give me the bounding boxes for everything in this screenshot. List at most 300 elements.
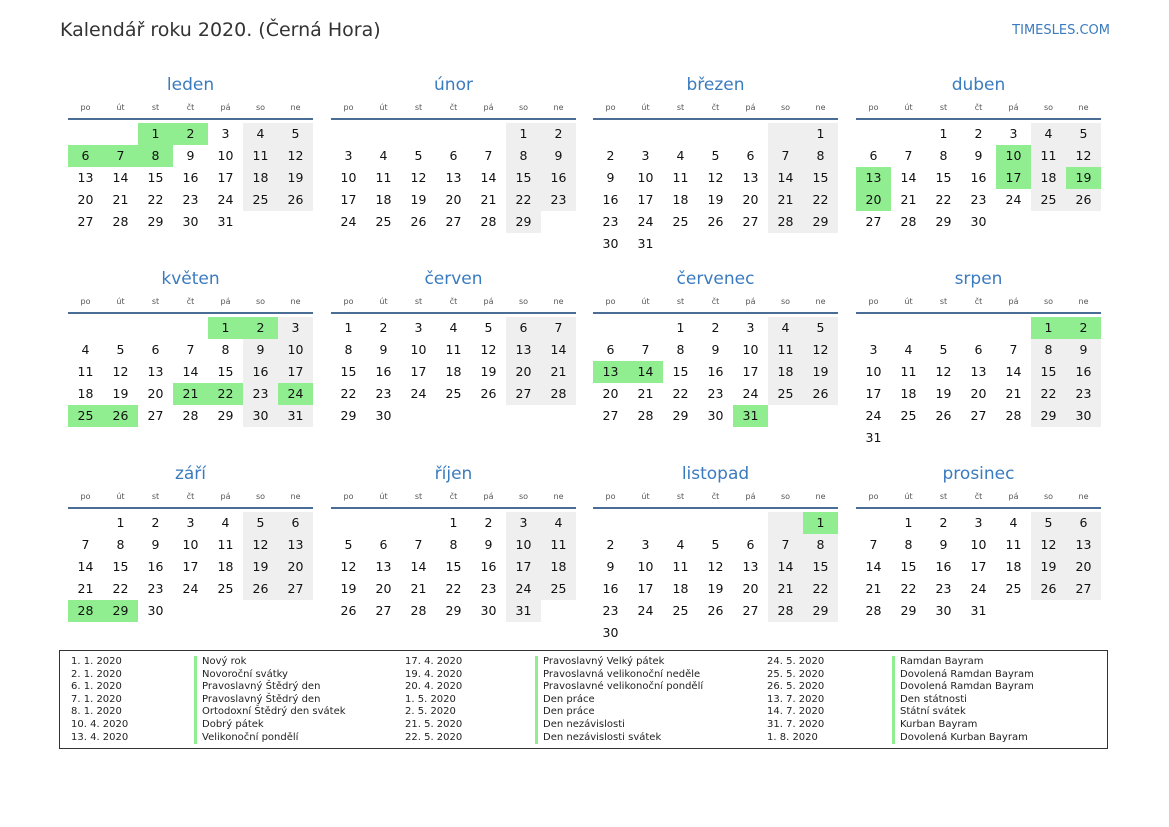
day-grid [593, 509, 838, 644]
day-grid [68, 120, 313, 233]
day-cell: 23 [707, 386, 724, 401]
day-cell: 19 [480, 364, 497, 379]
day-cell: 8 [904, 537, 913, 552]
weekday-label: pá [483, 297, 494, 306]
day-cell: 19 [243, 556, 278, 578]
day-cell: 6 [746, 537, 755, 552]
weekday-label: út [116, 492, 125, 501]
day-cell: 7 [768, 145, 803, 167]
day-cell: 16 [935, 559, 952, 574]
empty-cell [628, 317, 663, 339]
day-cell: 13 [375, 559, 392, 574]
month-8 [856, 266, 1101, 449]
day-cell: 29 [445, 603, 462, 618]
day-cell: 9 [606, 170, 615, 185]
day-cell: 11 [672, 170, 689, 185]
weekday-label: ne [553, 103, 564, 112]
day-cell: 21 [541, 361, 576, 383]
day-cell: 21 [768, 578, 803, 600]
day-cell: 9 [243, 339, 278, 361]
day-cell: 25 [541, 578, 576, 600]
holiday-name: Den nezávislosti svátek [535, 732, 661, 745]
day-cell: 28 [768, 600, 803, 622]
day-cell: 14 [480, 170, 497, 185]
holiday-date: 13. 7. 2020 [767, 693, 825, 705]
day-cell: 10 [340, 170, 357, 185]
day-cell: 15 [445, 559, 462, 574]
day-grid [593, 120, 838, 255]
holiday-date: 6. 1. 2020 [71, 681, 122, 693]
day-cell: 4 [221, 515, 230, 530]
day-cell: 21 [480, 192, 497, 207]
day-cell: 9 [151, 537, 160, 552]
page-title: Kalendář roku 2020. (Černá Hora) [60, 19, 381, 41]
day-cell: 18 [900, 386, 917, 401]
day-cell: 30 [935, 603, 952, 618]
day-grid [331, 509, 576, 622]
day-cell: 15 [803, 167, 838, 189]
day-cell: 26 [1066, 189, 1101, 211]
empty-cell [768, 123, 803, 145]
holiday-date: 1. 5. 2020 [405, 693, 456, 705]
day-cell: 16 [970, 170, 987, 185]
weekday-label: út [904, 103, 913, 112]
weekday-label: čt [974, 297, 983, 306]
day-cell: 25 [217, 581, 234, 596]
day-cell: 9 [939, 537, 948, 552]
day-cell: 4 [449, 320, 458, 335]
weekday-label: čt [186, 103, 195, 112]
day-cell: 24 [182, 581, 199, 596]
day-cell: 10 [410, 342, 427, 357]
empty-cell [436, 123, 471, 145]
day-cell: 1 [506, 123, 541, 145]
weekday-header [856, 487, 1101, 509]
day-cell: 9 [541, 145, 576, 167]
day-grid [856, 509, 1101, 622]
weekday-label: po [343, 103, 354, 112]
day-cell: 5 [484, 320, 493, 335]
day-cell: 30 [147, 603, 164, 618]
weekday-label: út [379, 297, 388, 306]
day-cell: 10 [742, 342, 759, 357]
day-cell: 29 [217, 408, 234, 423]
weekday-header [331, 292, 576, 314]
day-cell: 24 [970, 581, 987, 596]
day-cell: 14 [77, 559, 94, 574]
day-cell: 27 [506, 383, 541, 405]
holiday-name: Pravoslavný Velký pátek [535, 656, 664, 669]
day-cell: 25 [1005, 581, 1022, 596]
holiday-date: 31. 7. 2020 [767, 719, 825, 730]
day-cell: 28 [480, 214, 497, 229]
day-cell: 30 [375, 408, 392, 423]
day-cell: 29 [803, 211, 838, 233]
day-cell: 15 [217, 364, 234, 379]
day-cell: 13 [147, 364, 164, 379]
day-cell: 8 [803, 145, 838, 167]
day-cell: 19 [803, 361, 838, 383]
day-cell: 11 [217, 537, 234, 552]
day-cell: 10 [278, 339, 313, 361]
day-cell: 10 [637, 559, 654, 574]
day-cell: 20 [77, 192, 94, 207]
day-cell: 11 [375, 170, 392, 185]
holiday-day: 6 [68, 145, 103, 167]
day-cell: 29 [340, 408, 357, 423]
day-cell: 16 [480, 559, 497, 574]
day-cell: 6 [278, 512, 313, 534]
holiday-name: Pravoslavný Štědrý den [194, 681, 320, 694]
weekday-label: út [379, 103, 388, 112]
month-11 [593, 461, 838, 644]
weekday-label: po [343, 297, 354, 306]
empty-cell [628, 123, 663, 145]
day-cell: 8 [344, 342, 353, 357]
weekday-label: pá [220, 492, 231, 501]
day-cell: 14 [1005, 364, 1022, 379]
day-cell: 27 [742, 214, 759, 229]
day-cell: 17 [182, 559, 199, 574]
day-cell: 20 [147, 386, 164, 401]
weekday-header [68, 487, 313, 509]
weekday-label: ne [290, 103, 301, 112]
day-cell: 4 [1031, 123, 1066, 145]
day-cell: 5 [278, 123, 313, 145]
weekday-header [331, 487, 576, 509]
month-5 [68, 266, 313, 427]
day-cell: 20 [970, 386, 987, 401]
holiday-date: 20. 4. 2020 [405, 681, 463, 693]
day-cell: 12 [935, 364, 952, 379]
empty-cell [961, 317, 996, 339]
weekday-label: so [1043, 492, 1054, 501]
weekday-label: čt [711, 297, 720, 306]
day-cell: 18 [375, 192, 392, 207]
day-cell: 25 [445, 386, 462, 401]
day-cell: 23 [935, 581, 952, 596]
holiday-name: Kurban Bayram [892, 719, 977, 732]
weekday-label: ne [553, 492, 564, 501]
day-cell: 19 [707, 192, 724, 207]
day-cell: 11 [672, 559, 689, 574]
day-cell: 4 [904, 342, 913, 357]
day-cell: 12 [480, 342, 497, 357]
holiday-date: 26. 5. 2020 [767, 681, 825, 693]
day-grid [331, 314, 576, 427]
weekday-label: pá [220, 297, 231, 306]
month-9 [68, 461, 313, 622]
weekday-label: st [939, 492, 948, 501]
day-cell: 14 [768, 167, 803, 189]
day-cell: 15 [112, 559, 129, 574]
weekday-label: so [518, 492, 529, 501]
empty-cell [768, 512, 803, 534]
day-cell: 30 [970, 214, 987, 229]
holiday-day: 24 [278, 383, 313, 405]
weekday-header [856, 98, 1101, 120]
weekday-label: pá [1008, 492, 1019, 501]
day-cell: 22 [935, 192, 952, 207]
day-cell: 30 [602, 236, 619, 251]
day-cell: 3 [278, 317, 313, 339]
weekday-label: po [80, 103, 91, 112]
weekday-label: ne [815, 103, 826, 112]
day-cell: 2 [151, 515, 160, 530]
empty-cell [891, 123, 926, 145]
weekday-label: so [255, 297, 266, 306]
day-cell: 9 [484, 537, 493, 552]
day-cell: 8 [221, 342, 230, 357]
day-cell: 2 [541, 123, 576, 145]
day-cell: 8 [449, 537, 458, 552]
holiday-name: Dovolená Ramdan Bayram [892, 669, 1034, 682]
day-cell: 25 [672, 603, 689, 618]
day-cell: 9 [711, 342, 720, 357]
holiday-day: 14 [628, 361, 663, 383]
empty-cell [663, 123, 698, 145]
day-cell: 12 [278, 145, 313, 167]
day-cell: 25 [1031, 189, 1066, 211]
day-cell: 29 [1031, 405, 1066, 427]
month-name: březen [686, 75, 745, 95]
weekday-label: út [904, 492, 913, 501]
day-cell: 12 [340, 559, 357, 574]
empty-cell [68, 123, 103, 145]
weekday-label: út [641, 492, 650, 501]
day-cell: 3 [974, 515, 983, 530]
day-cell: 21 [900, 192, 917, 207]
day-cell: 18 [1005, 559, 1022, 574]
day-cell: 14 [768, 556, 803, 578]
day-cell: 30 [602, 625, 619, 640]
holiday-day: 1 [1031, 317, 1066, 339]
weekday-header [593, 487, 838, 509]
weekday-label: út [379, 492, 388, 501]
weekday-label: pá [483, 492, 494, 501]
day-cell: 28 [637, 408, 654, 423]
weekday-label: po [605, 492, 616, 501]
day-cell: 10 [217, 148, 234, 163]
holiday-day: 1 [138, 123, 173, 145]
month-name: leden [166, 75, 215, 95]
weekday-label: út [641, 103, 650, 112]
weekday-label: pá [745, 103, 756, 112]
day-cell: 23 [970, 192, 987, 207]
empty-cell [891, 317, 926, 339]
weekday-label: st [414, 103, 423, 112]
day-cell: 15 [147, 170, 164, 185]
holiday-name: Státní svátek [892, 706, 966, 719]
weekday-label: čt [449, 103, 458, 112]
day-cell: 19 [340, 581, 357, 596]
day-cell: 11 [77, 364, 94, 379]
day-cell: 24 [1005, 192, 1022, 207]
day-cell: 3 [746, 320, 755, 335]
day-cell: 20 [278, 556, 313, 578]
day-cell: 19 [112, 386, 129, 401]
day-cell: 7 [641, 342, 650, 357]
day-cell: 1 [939, 126, 948, 141]
day-cell: 8 [506, 145, 541, 167]
day-cell: 15 [672, 364, 689, 379]
day-cell: 12 [707, 559, 724, 574]
holiday-date: 7. 1. 2020 [71, 693, 122, 705]
holiday-date: 2. 1. 2020 [71, 668, 122, 680]
weekday-label: so [255, 492, 266, 501]
day-cell: 13 [742, 559, 759, 574]
day-cell: 19 [1031, 556, 1066, 578]
day-cell: 18 [445, 364, 462, 379]
day-cell: 18 [672, 192, 689, 207]
day-cell: 11 [1005, 537, 1022, 552]
day-cell: 27 [375, 603, 392, 618]
day-cell: 21 [1005, 386, 1022, 401]
month-name: únor [434, 75, 473, 95]
day-cell: 17 [637, 192, 654, 207]
day-cell: 20 [602, 386, 619, 401]
holiday-day: 20 [856, 189, 891, 211]
empty-cell [366, 123, 401, 145]
empty-cell [471, 123, 506, 145]
holiday-legend [59, 650, 1108, 749]
month-1 [68, 72, 313, 233]
day-cell: 2 [711, 320, 720, 335]
day-cell: 8 [939, 148, 948, 163]
day-cell: 20 [742, 192, 759, 207]
day-cell: 2 [939, 515, 948, 530]
day-cell: 26 [340, 603, 357, 618]
weekday-label: ne [815, 492, 826, 501]
day-cell: 22 [112, 581, 129, 596]
weekday-label: po [605, 297, 616, 306]
day-cell: 1 [344, 320, 353, 335]
day-cell: 23 [243, 383, 278, 405]
empty-cell [103, 317, 138, 339]
day-cell: 14 [865, 559, 882, 574]
day-cell: 7 [768, 534, 803, 556]
day-cell: 15 [340, 364, 357, 379]
day-cell: 19 [707, 581, 724, 596]
day-cell: 24 [340, 214, 357, 229]
day-cell: 23 [541, 189, 576, 211]
day-cell: 30 [243, 405, 278, 427]
month-name: září [174, 464, 207, 484]
day-cell: 26 [707, 603, 724, 618]
day-cell: 5 [711, 148, 720, 163]
day-cell: 13 [1066, 534, 1101, 556]
month-name: říjen [434, 464, 473, 484]
day-cell: 30 [480, 603, 497, 618]
day-cell: 1 [676, 320, 685, 335]
empty-cell [663, 512, 698, 534]
empty-cell [401, 123, 436, 145]
day-cell: 27 [445, 214, 462, 229]
weekday-label: st [939, 297, 948, 306]
day-cell: 12 [112, 364, 129, 379]
day-cell: 9 [974, 148, 983, 163]
day-cell: 28 [865, 603, 882, 618]
day-cell: 28 [182, 408, 199, 423]
day-cell: 7 [414, 537, 423, 552]
day-cell: 9 [1066, 339, 1101, 361]
empty-cell [103, 123, 138, 145]
holiday-name: Den nezávislosti [535, 719, 625, 732]
empty-cell [856, 512, 891, 534]
day-cell: 6 [379, 537, 388, 552]
day-cell: 13 [278, 534, 313, 556]
holiday-name: Pravoslavný Štědrý den [194, 694, 320, 707]
weekday-label: pá [483, 103, 494, 112]
day-cell: 5 [939, 342, 948, 357]
day-cell: 5 [803, 317, 838, 339]
weekday-label: st [414, 492, 423, 501]
holiday-name: Novoroční svátky [194, 669, 288, 682]
weekday-label: čt [711, 492, 720, 501]
day-cell: 27 [278, 578, 313, 600]
holiday-day: 21 [173, 383, 208, 405]
weekday-label: čt [186, 492, 195, 501]
day-cell: 6 [869, 148, 878, 163]
empty-cell [733, 512, 768, 534]
month-10 [331, 461, 576, 622]
holiday-name: Den práce [535, 694, 595, 707]
day-cell: 27 [147, 408, 164, 423]
month-2 [331, 72, 576, 233]
brand-link[interactable]: TIMESLES.COM [1012, 23, 1110, 38]
day-cell: 21 [768, 189, 803, 211]
day-cell: 18 [1031, 167, 1066, 189]
day-cell: 28 [900, 214, 917, 229]
day-cell: 18 [243, 167, 278, 189]
holiday-day: 10 [996, 145, 1031, 167]
holiday-name: Pravoslavná velikonoční neděle [535, 669, 700, 682]
day-cell: 13 [970, 364, 987, 379]
month-6 [331, 266, 576, 427]
holiday-date: 22. 5. 2020 [405, 731, 463, 743]
weekday-label: so [780, 492, 791, 501]
day-cell: 17 [637, 581, 654, 596]
day-cell: 11 [243, 145, 278, 167]
month-12 [856, 461, 1101, 622]
day-cell: 19 [410, 192, 427, 207]
month-3 [593, 72, 838, 255]
weekday-header [593, 98, 838, 120]
holiday-day: 2 [243, 317, 278, 339]
day-cell: 26 [707, 214, 724, 229]
day-cell: 23 [602, 603, 619, 618]
day-cell: 20 [445, 192, 462, 207]
holiday-name: Den práce [535, 706, 595, 719]
day-cell: 3 [221, 126, 230, 141]
day-cell: 1 [449, 515, 458, 530]
day-cell: 17 [278, 361, 313, 383]
month-name: listopad [681, 464, 750, 484]
day-cell: 27 [865, 214, 882, 229]
day-cell: 6 [746, 148, 755, 163]
month-name: červen [424, 269, 483, 289]
day-cell: 3 [869, 342, 878, 357]
weekday-label: čt [711, 103, 720, 112]
day-cell: 27 [742, 603, 759, 618]
weekday-label: po [343, 492, 354, 501]
day-cell: 2 [379, 320, 388, 335]
day-cell: 3 [641, 148, 650, 163]
day-cell: 13 [506, 339, 541, 361]
day-cell: 10 [865, 364, 882, 379]
day-cell: 12 [1031, 534, 1066, 556]
day-cell: 4 [1009, 515, 1018, 530]
